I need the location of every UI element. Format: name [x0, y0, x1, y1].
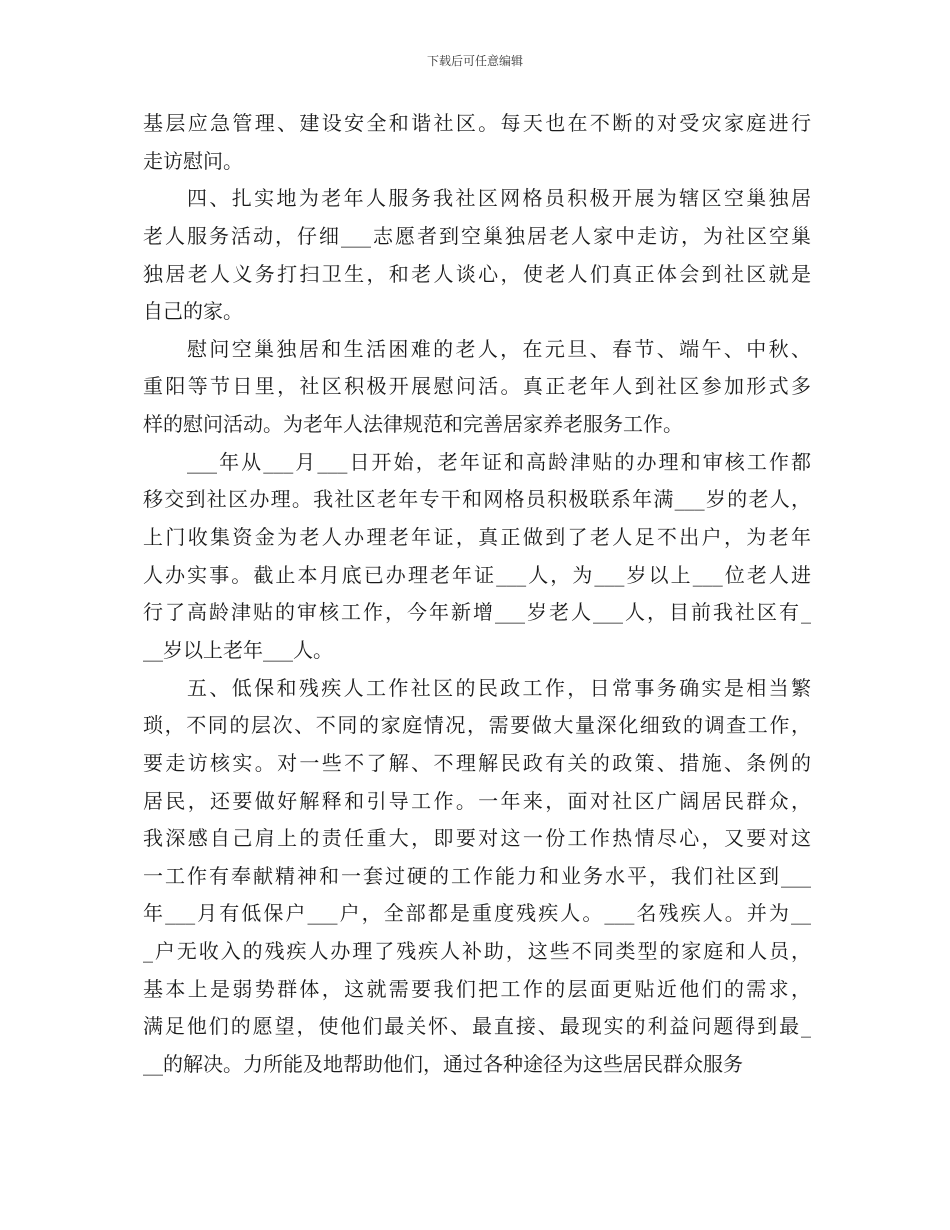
- text-line: 基层应急管理、建设安全和谐社区。每天也在不断的对受灾家庭进行: [143, 111, 811, 135]
- text-line: _户无收入的残疾人办理了残疾人补助，这些不同类型的家庭和人员，: [143, 939, 811, 964]
- text-line: 行了高龄津贴的审核工作，今年新增___岁老人___人，目前我社区有_: [143, 600, 811, 625]
- paragraph: [143, 180, 811, 331]
- paragraph: [143, 331, 811, 444]
- text-line: 老人服务活动，仔细___志愿者到空巢独居老人家中走访，为社区空巢: [143, 223, 811, 248]
- text-line: 上门收集资金为老人办理老年证，真正做到了老人足不出户，为老年: [143, 525, 811, 550]
- text-line: __岁以上老年___人。: [143, 637, 333, 662]
- paragraph: [143, 444, 811, 670]
- text-line: __的解决。力所能及地帮助他们，通过各种途径为这些居民群众服务: [143, 1052, 743, 1077]
- text-line: 人办实事。截止本月底已办理老年证___人，为___岁以上___位老人进: [143, 562, 811, 587]
- text-line: 要走访核实。对一些不了解、不理解民政有关的政策、措施、条例的: [143, 750, 811, 775]
- text-line: 样的慰问活动。为老年人法律规范和完善居家养老服务工作。: [143, 412, 683, 437]
- text-line: 基本上是弱势群体，这就需要我们把工作的层面更贴近他们的需求，: [143, 976, 811, 1001]
- text-line: ___年从___月___日开始，老年证和高龄津贴的办理和审核工作都: [187, 449, 811, 474]
- text-line: 五、低保和残疾人工作社区的民政工作，日常事务确实是相当繁: [187, 675, 811, 700]
- paragraph: [143, 670, 811, 1084]
- page-header: 下载后可任意编辑: [426, 54, 523, 68]
- text-line: 慰问空巢独居和生活困难的老人，在元旦、春节、端午、中秋、: [187, 336, 811, 361]
- text-line: 移交到社区办理。我社区老年专干和网格员积极联系年满___岁的老人，: [143, 487, 811, 512]
- text-line: 居民，还要做好解释和引导工作。一年来，面对社区广阔居民群众，: [143, 788, 811, 813]
- text-line: 满足他们的愿望，使他们最关怀、最直接、最现实的利益问题得到最_: [143, 1014, 811, 1039]
- text-line: 年___月有低保户___户，全部都是重度残疾人。___名残疾人。并为__: [143, 901, 811, 926]
- text-line: 我深感自己肩上的责任重大，即要对这一份工作热情尽心，又要对这: [143, 826, 811, 851]
- text-line: 一工作有奉献精神和一套过硬的工作能力和业务水平，我们社区到___: [143, 863, 811, 888]
- text-line: 琐，不同的层次、不同的家庭情况，需要做大量深化细致的调查工作，: [143, 713, 811, 738]
- text-line: 四、扎实地为老年人服务我社区网格员积极开展为辖区空巢独居: [187, 186, 811, 211]
- paragraph: [143, 105, 811, 180]
- text-line: 重阳等节日里，社区积极开展慰问活。真正老年人到社区参加形式多: [143, 374, 811, 399]
- document-body: [143, 105, 811, 1084]
- text-line: 走访慰问。: [143, 148, 243, 173]
- text-line: 自己的家。: [143, 299, 243, 324]
- text-line: 独居老人义务打扫卫生，和老人谈心，使老人们真正体会到社区就是: [143, 261, 811, 286]
